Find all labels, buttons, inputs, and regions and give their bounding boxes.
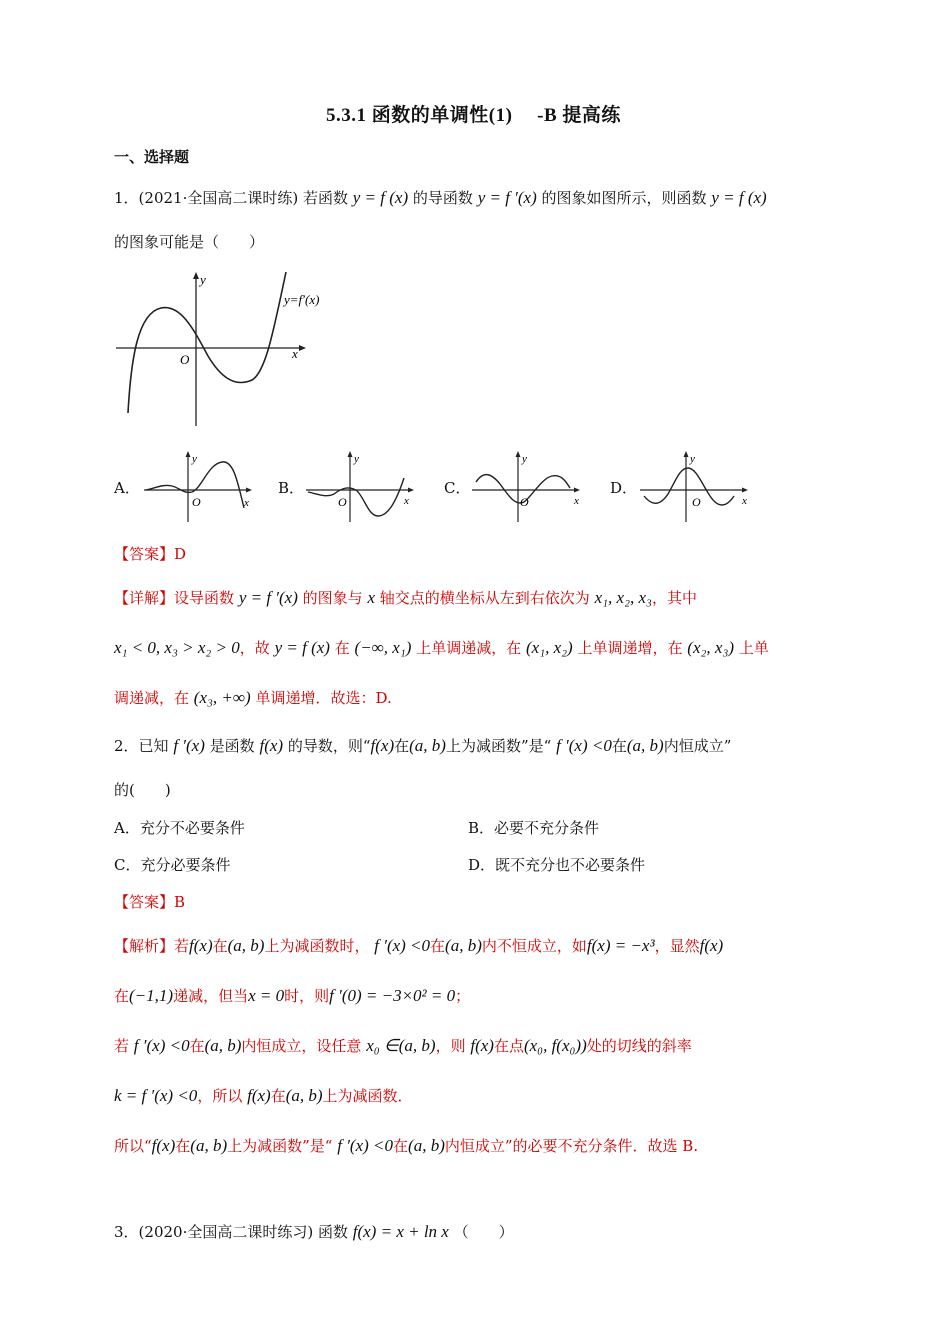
y-axis-arrow: [193, 272, 199, 279]
option-a-label[interactable]: A．: [114, 479, 140, 497]
q1-intro: 1．(2021·全国高二课时练) 若函数: [114, 189, 348, 207]
q1-detail-line1: 【详解】设导函数 y = f ′(x) 的图象与 x 轴交点的横坐标从左到右依次为 x₁, x₂, x₃，其中: [114, 588, 697, 607]
q2-expl-line1: 【解析】若f(x)在(a, b)上为减函数时， f ′(x) <0在(a, b)内不恒成立，如f(x) = −x³，显然f(x): [114, 936, 724, 955]
option-a-graph[interactable]: [142, 448, 258, 524]
svg-text:O: O: [338, 495, 347, 509]
q3-line1: 3．(2020·全国高二课时练习) 函数 f(x) = x + ln x （ ）: [114, 1222, 514, 1241]
q2-expl-line5: 所以“f(x)在(a, b)上为减函数”是“ f ′(x) <0在(a, b)内恒成立”的必要不充分条件．故选 B.: [114, 1136, 699, 1155]
origin-label: O: [180, 352, 190, 367]
q1-answer: 【答案】D: [114, 545, 187, 563]
curve-fprime: [128, 272, 286, 413]
option-d-label[interactable]: D．: [610, 479, 638, 497]
svg-text:y: y: [522, 453, 527, 465]
q2-line1: 2．已知 f ′(x) 是函数 f(x) 的导数，则“f(x)在(a, b)上为减函数”是“ f ′(x) <0在(a, b)内恒成立”: [114, 736, 732, 755]
option-b-label[interactable]: B．: [278, 479, 305, 497]
svg-text:x: x: [574, 495, 579, 507]
curve-label: y=f′(x): [284, 292, 320, 307]
q1-line2: 的图象可能是（ ）: [114, 233, 265, 251]
q1-line1: [114, 188, 767, 208]
svg-text:x: x: [404, 495, 409, 507]
option-c-label[interactable]: C．: [444, 479, 471, 497]
svg-text:x: x: [742, 495, 747, 507]
q2-answer: 【答案】B: [114, 893, 186, 911]
option-d-graph[interactable]: [638, 448, 754, 524]
svg-text:y: y: [192, 453, 197, 465]
q1-func-f: y = f (x): [711, 188, 767, 207]
section-heading: 一、选择题: [114, 148, 190, 166]
q2-line2: 的( ): [114, 781, 171, 799]
svg-text:O: O: [520, 495, 529, 509]
q1-func-fprime: y = f ′(x): [477, 188, 537, 207]
svg-text:y: y: [354, 453, 359, 465]
svg-text:O: O: [192, 495, 201, 509]
derivative-graph: [116, 268, 336, 428]
q2-option-a[interactable]: A．充分不必要条件: [114, 819, 245, 837]
y-axis-label: y: [200, 272, 206, 287]
detail-tag: 【详解】: [114, 589, 175, 607]
q1-text: 的图象如图所示，则函数: [541, 189, 707, 207]
q2-option-d[interactable]: D．既不充分也不必要条件: [468, 856, 646, 874]
option-b-graph[interactable]: [304, 448, 420, 524]
page-title: 5.3.1 函数的单调性(1) -B 提高练: [326, 105, 621, 126]
q1-text: 的导函数: [412, 189, 473, 207]
q2-option-c[interactable]: C．充分必要条件: [114, 856, 231, 874]
q2-expl-line2: 在(−1,1)递减，但当x = 0时，则f ′(0) = −3×0² = 0；: [114, 986, 471, 1005]
q2-expl-line4: k = f ′(x) <0，所以 f(x)在(a, b)上为减函数．: [114, 1086, 413, 1105]
q1-func-f: y = f (x): [352, 188, 409, 207]
q1-detail-line2: x₁ < 0, x₃ > x₂ > 0，故 y = f (x) 在 (−∞, x₁) 上单调递减，在 (x₁, x₂) 上单调递增，在 (x₂, x₃) 上单: [114, 638, 769, 657]
option-c-graph[interactable]: [470, 448, 586, 524]
svg-text:O: O: [692, 495, 701, 509]
x-axis-arrow: [299, 345, 306, 351]
svg-text:y: y: [690, 453, 695, 465]
svg-text:x: x: [244, 497, 249, 509]
x-axis-label: x: [292, 346, 298, 361]
q2-expl-line3: 若 f ′(x) <0在(a, b)内恒成立，设任意 x₀ ∈(a, b)，则 f(x)在点(x₀, f(x₀))处的切线的斜率: [114, 1036, 692, 1055]
q1-detail-line3: 调递减，在 (x₃, +∞) 单调递增．故选：D.: [114, 688, 392, 707]
q2-option-b[interactable]: B．必要不充分条件: [468, 819, 600, 837]
